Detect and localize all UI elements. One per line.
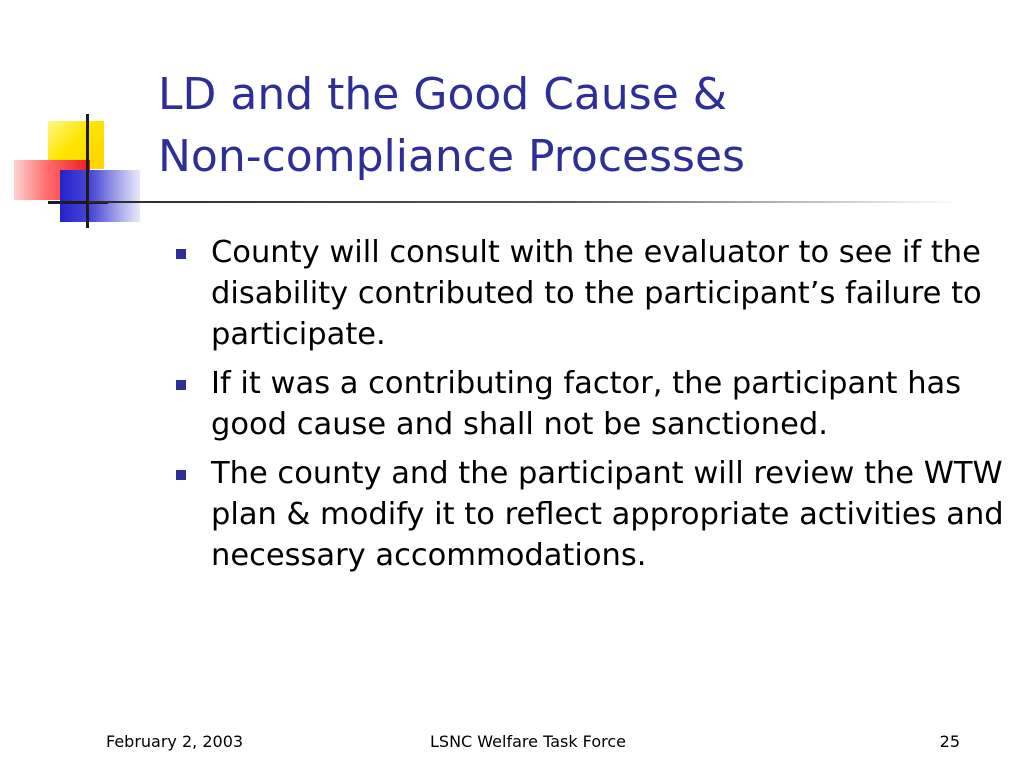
vertical-line-decoration [86,114,89,228]
title-underline-rule [88,201,960,203]
square-bullet-icon [176,249,186,259]
decorative-squares-logo [0,0,160,240]
bullet-item [176,232,1006,355]
footer-organization: LSNC Welfare Task Force [430,732,626,751]
bullet-text: The county and the participant will review the WTW plan & modify it to reflect appropriate activities and necessary accommodations. [211,456,1004,573]
square-bullet-icon [176,470,186,480]
bullet-text: If it was a contributing factor, the participant has good cause and shall not be sanctioned. [211,366,962,442]
slide-footer [0,732,1024,756]
slide-title-line-2: Non-compliance Processes [158,131,745,182]
bullet-item [176,363,1006,445]
square-bullet-icon [176,380,186,390]
slide-title [158,64,978,188]
bullet-item [176,453,1006,576]
bullet-text: County will consult with the evaluator to see if the disability contributed to the participant’s failure to participate. [211,235,982,352]
footer-page-number: 25 [939,732,960,751]
bullet-list [176,232,1006,584]
slide-title-line-1: LD and the Good Cause & [158,69,728,120]
footer-date: February 2, 2003 [106,732,244,751]
blue-square-decoration [60,170,140,222]
